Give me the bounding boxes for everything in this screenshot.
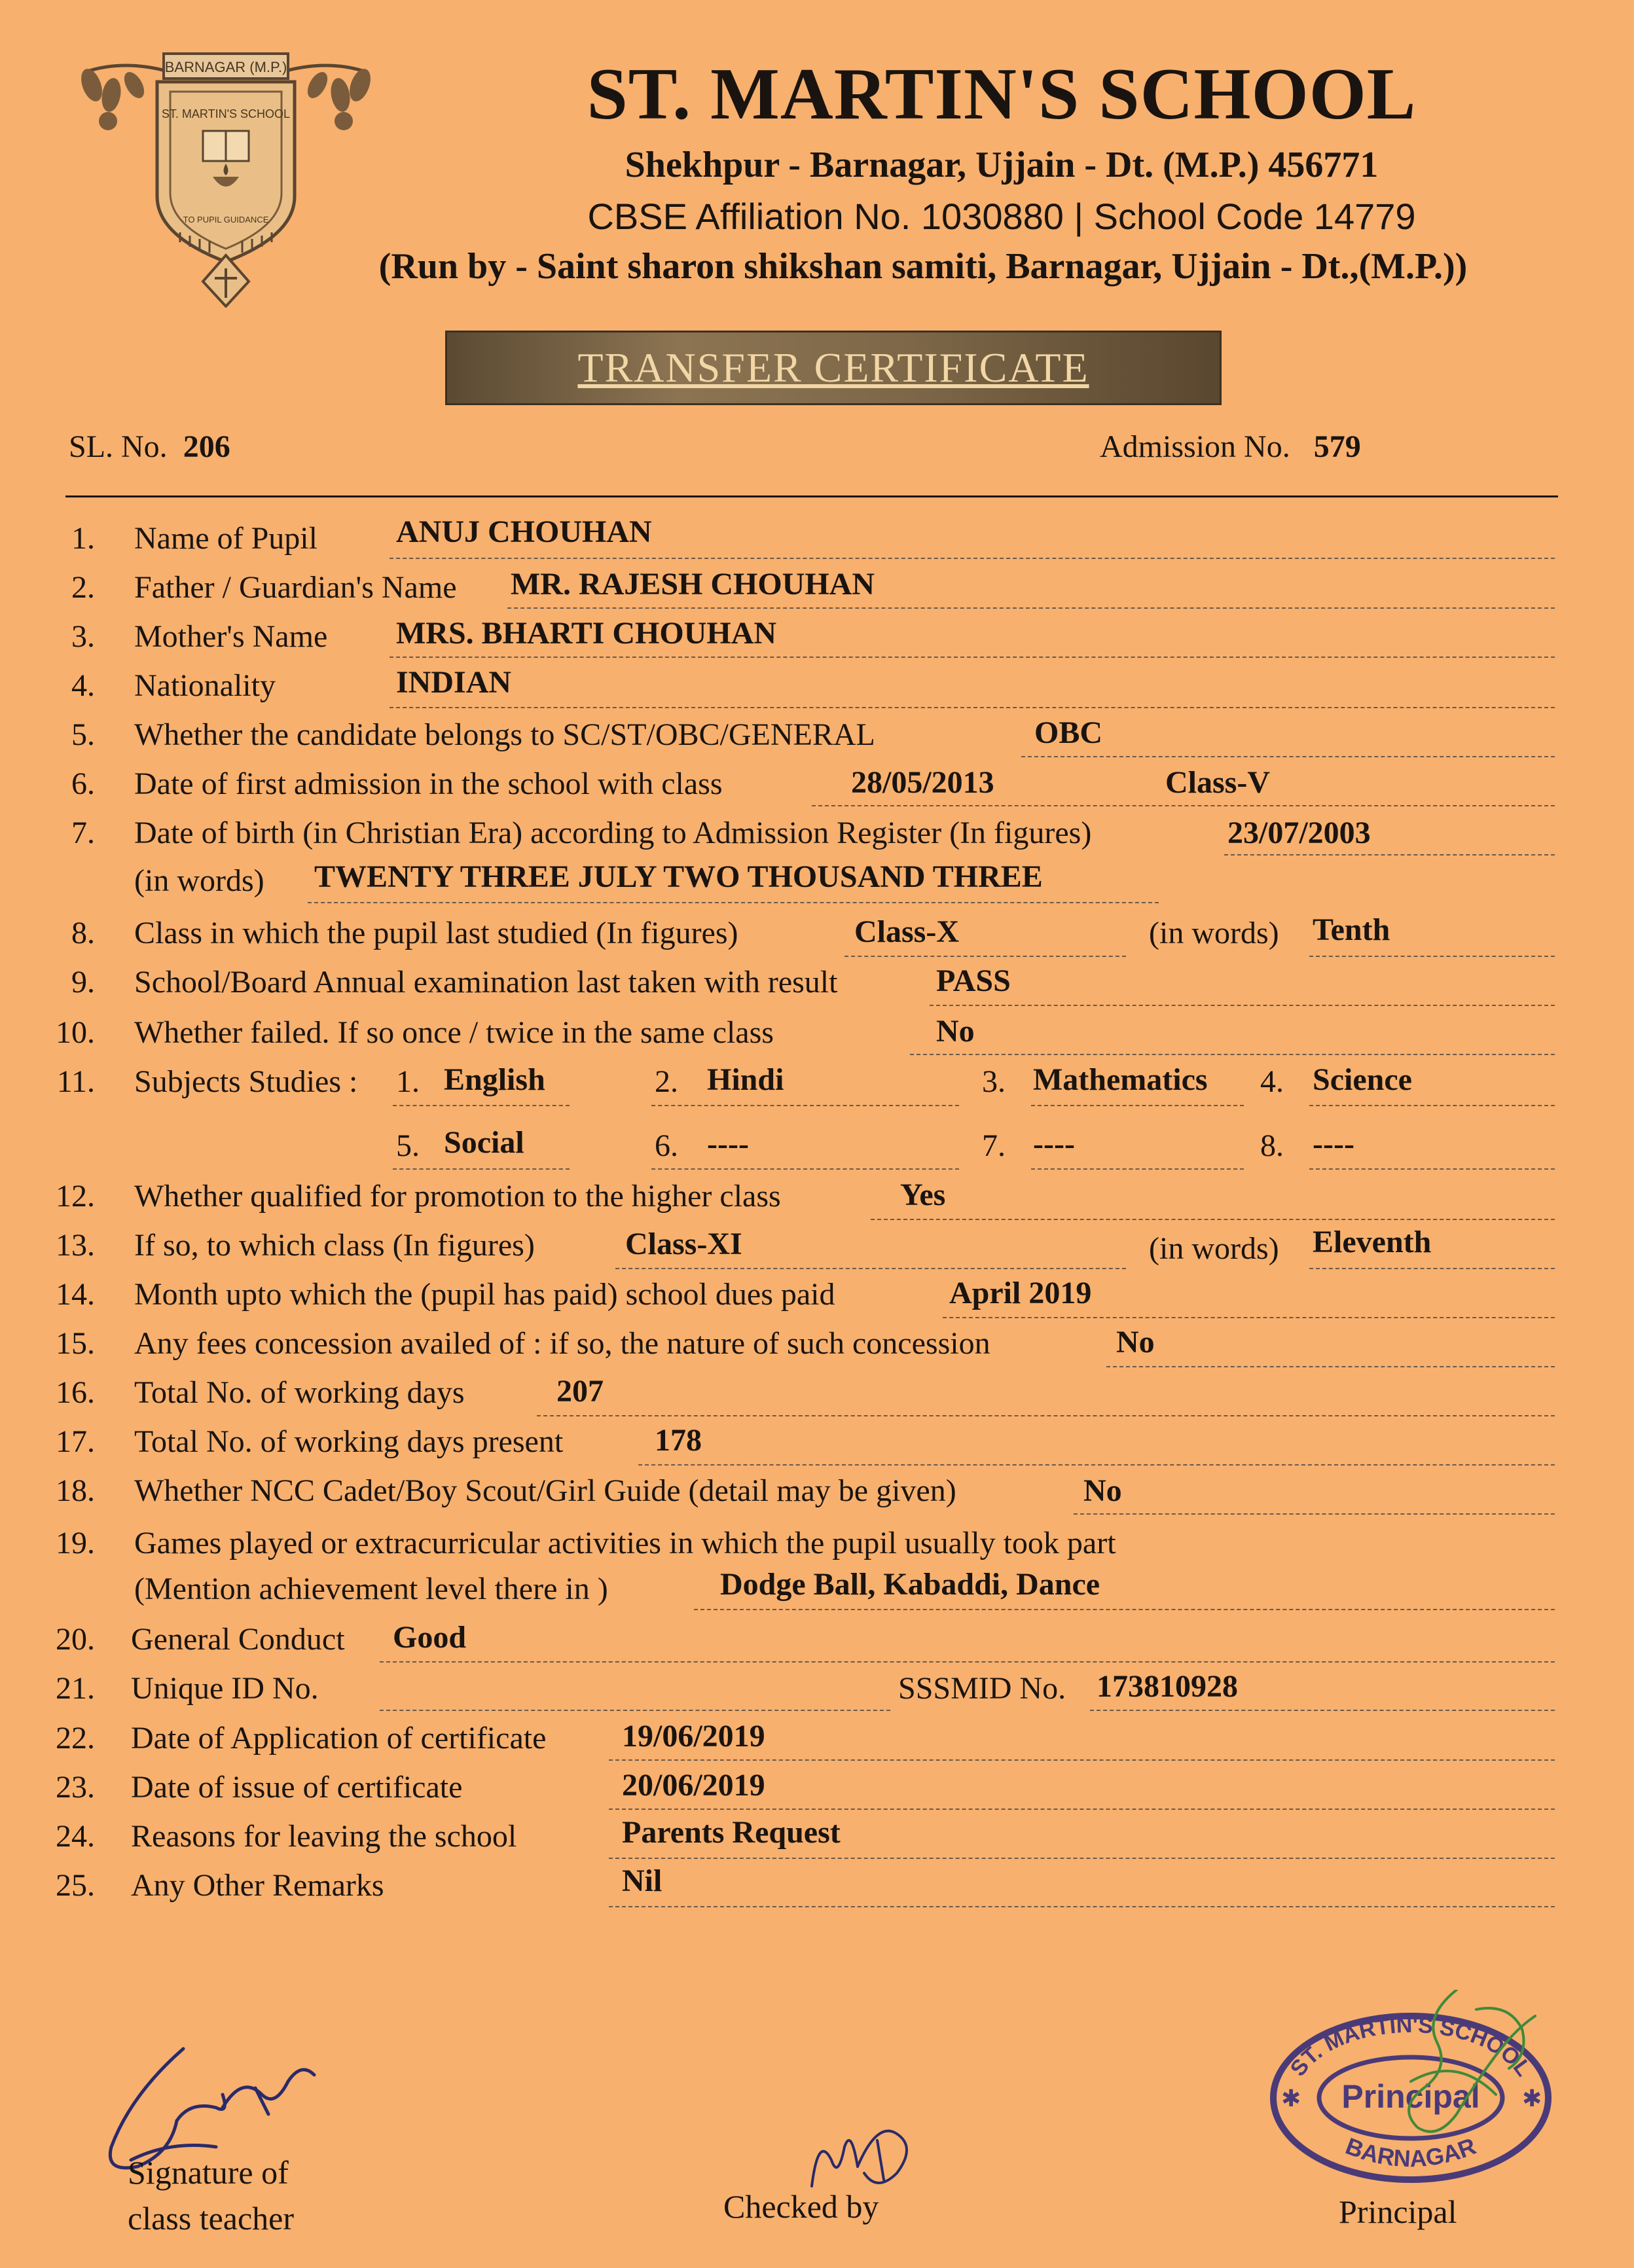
first-admission-label: Date of first admission in the school with class [134,766,723,801]
fill-line [1031,1168,1244,1170]
field-number: 1. [71,521,95,556]
mother-name-value: MRS. BHARTI CHOUHAN [396,616,777,651]
admission-value: 579 [1313,429,1361,464]
issue-date-label: Date of issue of certificate [131,1770,463,1805]
field-number: 13. [56,1228,95,1263]
field-number: 2. [71,570,95,605]
run-by-line: (Run by - Saint sharon shikshan samiti, Barnagar, Ujjain - Dt.,(M.P.)) [378,246,1468,287]
subject-number: 8. [1260,1128,1284,1163]
failed-value: No [936,1014,975,1049]
fill-line [609,1858,1555,1859]
checked-by-signature [799,2108,930,2199]
stamp-top-text: ST. MARTIN'S SCHOOL [1285,2012,1536,2081]
conduct-value: Good [393,1620,467,1655]
first-admission-class: Class-V [1165,765,1271,800]
leaving-reason-value: Parents Request [622,1815,841,1850]
subject-name: Mathematics [1033,1062,1208,1097]
guardian-name-label: Father / Guardian's Name [134,570,457,605]
fill-line [1090,1710,1555,1711]
subject-number: 6. [655,1128,678,1163]
field-number: 11. [56,1064,95,1099]
ncc-scout-label: Whether NCC Cadet/Boy Scout/Girl Guide (detail may be given) [134,1473,956,1508]
class-teacher-label-line2: class teacher [128,2200,295,2237]
activities-value: Dodge Ball, Kabaddi, Dance [720,1567,1100,1602]
fill-line [651,1105,959,1106]
subject-name: ---- [1033,1126,1075,1161]
failed-label: Whether failed. If so once / twice in the same class [134,1015,774,1050]
category-value: OBC [1034,715,1103,750]
field-number: 17. [56,1424,95,1459]
fee-concession-value: No [1116,1325,1155,1359]
fill-line [537,1415,1555,1416]
fill-line [638,1464,1555,1466]
certificate-title: TRANSFER CERTIFICATE [445,331,1222,405]
fill-line [694,1609,1555,1610]
fill-line [812,805,1555,806]
field-number: 15. [56,1326,95,1361]
crest-banner-text: BARNAGAR (M.P.) [164,59,287,75]
subject-number: 7. [982,1128,1006,1163]
application-date-value: 19/06/2019 [622,1719,765,1754]
nationality-value: INDIAN [396,665,512,700]
first-admission-date: 28/05/2013 [851,765,994,800]
class-teacher-label-line1: Signature of [128,2154,289,2191]
fill-line [1106,1366,1555,1367]
dues-paid-value: April 2019 [949,1276,1092,1310]
promotion-label: Whether qualified for promotion to the higher class [134,1179,781,1214]
fill-line [380,1661,1555,1663]
field-number: 21. [56,1671,95,1706]
fill-line [393,1105,570,1106]
stamp-center-text: Principal [1341,2078,1480,2115]
dob-words-value: TWENTY THREE JULY TWO THOUSAND THREE [314,859,1043,894]
field-number: 3. [71,619,95,654]
field-number: 23. [56,1770,95,1805]
dob-figures-value: 23/07/2003 [1227,816,1371,850]
star-icon: ✱ [1522,2085,1542,2112]
category-label: Whether the candidate belongs to SC/ST/OBC/GENERAL [134,717,875,752]
last-class-words-label: (in words) [1149,916,1279,950]
next-class-words-label: (in words) [1149,1231,1279,1266]
guardian-name-value: MR. RAJESH CHOUHAN [511,567,875,602]
last-class-label: Class in which the pupil last studied (In figures) [134,916,738,950]
dues-paid-label: Month upto which the (pupil has paid) school dues paid [134,1277,835,1312]
dob-words-label: (in words) [134,863,264,898]
issue-date-value: 20/06/2019 [622,1768,765,1803]
affiliation-line: CBSE Affiliation No. 1030880 | School Code 14779 [587,196,1416,237]
activities-label: Games played or extracurricular activities in which the pupil usually took part [134,1526,1116,1560]
fill-line [390,558,1555,559]
serial-label: SL. No. [69,429,168,464]
dob-label: Date of birth (in Christian Era) according to Admission Register (In figures) [134,816,1092,850]
crest-motto-text: TO PUPIL GUIDANCE [183,215,269,225]
conduct-label: General Conduct [131,1622,345,1657]
header-divider [65,495,1558,497]
subject-number: 1. [396,1064,420,1099]
star-icon: ✱ [1281,2085,1301,2112]
fill-line [844,956,1126,957]
last-class-words: Tenth [1313,912,1390,947]
serial-number [69,429,230,465]
fill-line [930,1005,1555,1006]
fill-line [609,1809,1555,1810]
subject-name: Science [1313,1062,1412,1097]
fill-line [1224,854,1555,855]
school-name: ST. MARTIN'S SCHOOL [587,54,1417,135]
exam-result-label: School/Board Annual examination last taken with result [134,965,838,999]
fill-line [1309,1105,1555,1106]
sssmid-value: 173810928 [1097,1669,1238,1704]
fill-line [1021,756,1555,757]
fill-line [390,657,1555,658]
fill-line [651,1168,959,1170]
field-number: 14. [56,1277,95,1312]
principal-label: Principal [1339,2193,1457,2230]
field-number: 25. [56,1868,95,1903]
fill-line [871,1219,1555,1220]
exam-result-value: PASS [936,963,1011,998]
working-days-label: Total No. of working days [134,1375,465,1410]
pupil-name-value: ANUJ CHOUHAN [396,514,652,549]
fill-line [609,1759,1555,1761]
school-address: Shekhpur - Barnagar, Ujjain - Dt. (M.P.) 456771 [625,145,1379,185]
next-class-label: If so, to which class (In figures) [134,1228,535,1263]
field-number: 4. [71,668,95,703]
subject-name: ---- [1313,1126,1354,1161]
fill-line [1309,956,1555,957]
next-class-words: Eleventh [1313,1225,1432,1259]
fee-concession-label: Any fees concession availed of : if so, the nature of such concession [134,1326,990,1361]
fill-line [1309,1168,1555,1170]
fill-line [943,1317,1555,1318]
fill-line [1031,1105,1244,1106]
fill-line [380,1710,890,1711]
field-number: 22. [56,1721,95,1755]
subject-name: Hindi [707,1062,784,1097]
fill-line [910,1054,1555,1055]
activities-achievement-label: (Mention achievement level there in ) [134,1572,608,1606]
days-present-label: Total No. of working days present [134,1424,564,1459]
nationality-label: Nationality [134,668,276,703]
field-number: 9. [71,965,95,999]
last-class-figures: Class-X [854,914,960,949]
sssmid-label: SSSMID No. [898,1671,1066,1706]
admission-number [1100,429,1361,465]
pupil-name-label: Name of Pupil [134,521,318,556]
working-days-value: 207 [556,1374,604,1409]
remarks-value: Nil [622,1863,663,1898]
field-number: 20. [56,1622,95,1657]
subjects-label: Subjects Studies : [134,1064,358,1099]
promotion-value: Yes [900,1178,946,1212]
next-class-figures: Class-XI [625,1227,742,1261]
mother-name-label: Mother's Name [134,619,328,654]
field-number: 5. [71,717,95,752]
remarks-label: Any Other Remarks [131,1868,384,1903]
fill-line [609,1906,1555,1907]
unique-id-label: Unique ID No. [131,1671,319,1706]
subject-number: 3. [982,1064,1006,1099]
fill-line [1074,1513,1555,1515]
fill-line [393,1168,570,1170]
days-present-value: 178 [655,1423,702,1458]
stamp-bottom-text: BARNAGAR [1342,2132,1480,2172]
subject-number: 4. [1260,1064,1284,1099]
ncc-scout-value: No [1083,1473,1122,1508]
subject-name: English [444,1062,545,1097]
fill-line [615,1268,1126,1269]
admission-label: Admission No. [1100,429,1290,464]
fill-line [308,902,1159,903]
fill-line [507,607,1555,609]
field-number: 18. [56,1473,95,1508]
fill-line [390,707,1555,708]
field-number: 19. [56,1526,95,1560]
field-number: 12. [56,1179,95,1214]
serial-value: 206 [183,429,230,464]
field-number: 7. [71,816,95,850]
field-number: 10. [56,1015,95,1050]
field-number: 16. [56,1375,95,1410]
checked-by-label: Checked by [723,2188,879,2225]
field-number: 6. [71,766,95,801]
application-date-label: Date of Application of certificate [131,1721,547,1755]
principal-stamp [1260,1990,1561,2206]
subject-name: ---- [707,1126,749,1161]
subject-number: 5. [396,1128,420,1163]
field-number: 24. [56,1819,95,1854]
field-number: 8. [71,916,95,950]
subject-number: 2. [655,1064,678,1099]
leaving-reason-label: Reasons for leaving the school [131,1819,517,1854]
crest-ring-text: ST. MARTIN'S SCHOOL [161,107,291,120]
svg-text:ST. MARTIN'S SCHOOL [1286,2013,1536,2081]
subject-name: Social [444,1125,524,1160]
fill-line [1309,1268,1555,1269]
